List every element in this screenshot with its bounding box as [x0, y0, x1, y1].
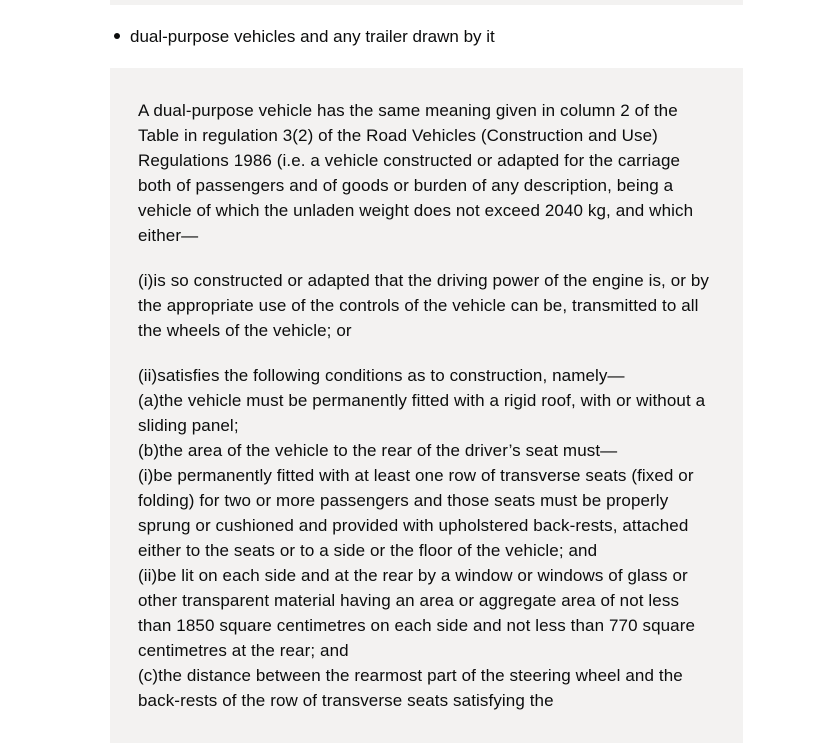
previous-inset-box-edge — [110, 0, 743, 5]
list-item-text: dual-purpose vehicles and any trailer drawn by it — [130, 27, 495, 46]
bullet-list — [110, 24, 743, 49]
page-content — [110, 0, 743, 743]
inset-paragraph: (ii)satisfies the following conditions as to construction, namely— (a)the vehicle must be permanently fitted with a rigid roof, with or without a sliding panel; (b)the area of the vehicle to the rear of the driver’s seat must— (i)be permanently fitted with at least one row of transverse seats (fixed or folding) for two or more passengers and those seats must be properly sprung or cushioned and provided with upholstered back-rests, attached either to the seats or to a side or the floor of the vehicle; and (ii)be lit on each side and at the rear by a window or windows of glass or other transparent material having an area or aggregate area of not less than 1850 square centimetres on each side and not less than 770 square centimetres at the rear; and (c)the distance between the rearmost part of the steering wheel and the back-rests of the row of transverse seats satisfying the — [138, 366, 706, 710]
inset-paragraph: A dual-purpose vehicle has the same meaning given in column 2 of the Table in regulation 3(2) of the Road Vehicles (Construction and Use) Regulations 1986 (i.e. a vehicle constructed or adapted for the carriage both of passengers and of goods or burden of any description, being a vehicle of which the unladen weight does not exceed 2040 kg, and which either— — [138, 101, 694, 245]
bullet-icon — [114, 33, 120, 39]
inset-paragraph: (i)is so constructed or adapted that the driving power of the engine is, or by the appropriate use of the controls of the vehicle can be, transmitted to all the wheels of the vehicle; or — [138, 271, 709, 340]
list-item — [110, 24, 743, 49]
inset-text-box — [110, 68, 743, 743]
